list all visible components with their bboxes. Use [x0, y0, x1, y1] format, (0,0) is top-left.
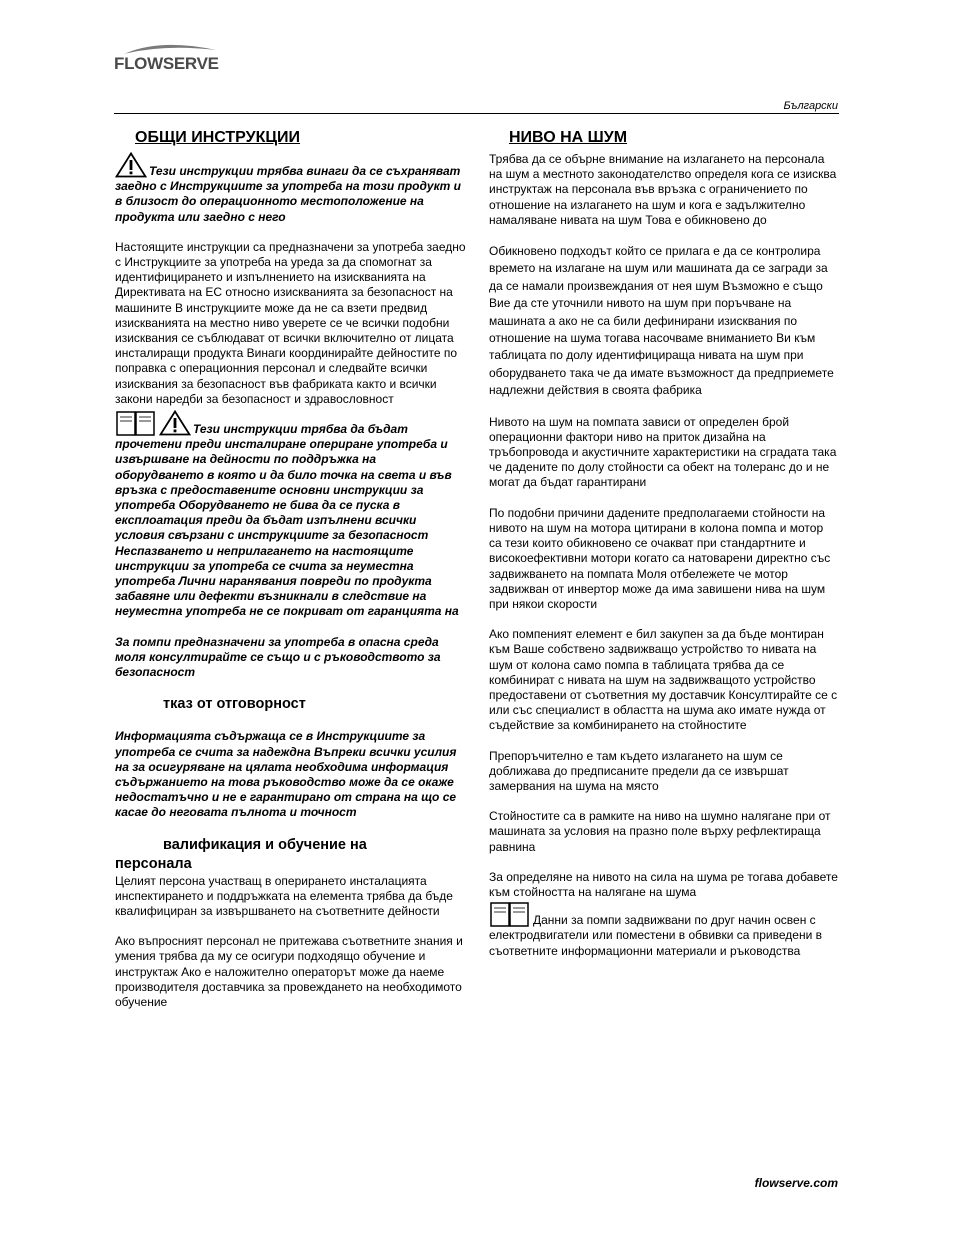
hazardous-area-note: За помпи предназначени за употреба в опасна среда моля консултирайте се също и с ръководството за безопасност	[115, 634, 441, 680]
qualification-paragraph-2: Ако въпросният персонал не притежава съответните знания и умения трябва да му се осигури подходящо обучение и инструктаж Ако е наложително операторът може да наеме производителя доставчика за провеждането на необходимото обучение	[115, 934, 463, 1009]
warning-triangle-icon	[159, 410, 191, 436]
noise-paragraph-6: Препоръчително е там където излагането на шум се доближава до предписаните предели да се извършат замервания на шума на място	[489, 748, 789, 793]
warning-note	[115, 152, 467, 225]
header-divider	[114, 113, 839, 114]
noise-paragraph-8: За определяне на нивото на сила на шума ре тогава добавете към стойността на налягане на шума	[489, 869, 838, 899]
logo-text: FLOWSERVE	[114, 54, 219, 73]
qualification-title-line1: валификация и обучение на	[163, 836, 367, 853]
general-instructions-title: ОБЩИ ИНСТРУКЦИИ	[135, 129, 301, 146]
other-drives-text: Данни за помпи задвижвани по друг начин освен с електродвигатели или поместени в обвивки са приведени в съответните информационни материали и ръководства	[489, 913, 822, 958]
left-column	[115, 128, 467, 1010]
read-before-text: Тези инструкции трябва да бъдат прочетени преди инсталиране опериране употреба и извършване на дейности по поддръжка на оборудването в която и да било точка на света и във връзка с предоставените основни инструкции за употреба Оборудването не бива да се пуска в експлоатация преди да бъдат изпълнени всички условия свързани с инструкциите за безопасност Неспазването и неприлагането на настоящите инструкции за употреба се счита за неуместна употреба Лични наранявания повреди по продукта забавяне или дефекти възникнали в следствие на неуместна употреба не се покриват от гаранцията на	[115, 422, 459, 619]
book-icon	[489, 900, 531, 928]
right-column	[489, 128, 839, 959]
book-icon	[115, 409, 157, 437]
language-label: Български	[783, 100, 838, 112]
warning-text: Тези инструкции трябва винаги да се съхраняват заедно с Инструкциите за употреба на този продукт и в близост до операционното местоположение на продукта или заедно с него	[115, 164, 461, 224]
intro-paragraph: Настоящите инструкции са предназначени за употреба заедно с Инструкциите за употреба на уреда за да спомогнат за идентифицирането и изпълнението на изискванията на Директивата на ЕС относно изискванията за безопасност на машините В инструкциите може да не са взети предвид изискванията на местно ниво уверете се че всички подобни изисквания се съблюдават от всички включително от лицата инсталиращи продукта Винаги координирайте дейностите по поправка с операционния персонал и следвайте всички изисквания за безопасност във фабриката както и всички закони наредби за безопасност и здравословност	[115, 239, 466, 406]
disclaimer-text: Информацията съдържаща се в Инструкциите за употреба се счита за надеждна Въпреки всички усилия на за осигуряване на цялата необходима информация съдържанието на това ръководство може да се окаже недостатъчно и не е гарантирано от страна на що се касае до неговата пълнота и точност	[115, 729, 457, 820]
noise-paragraph-2: Обикновено подходът който се прилага е да се контролира времето на излагане на шум или машината да се загради за да се намали произвеждания от нея шум Възможно е също Вие да сте уточнили нивото на шум при поръчване на машината а ако не са били дефинирани изисквания по отношение на шума тогава насочваме вниманието Ви към таблицата по долу идентифицираща нивата на шум при оборудването така че да имате възможност да предприемете надлежни действия в своята фабрика	[489, 244, 834, 398]
footer-website: flowserve.com	[754, 1176, 838, 1190]
flowserve-logo	[114, 42, 224, 82]
other-drives-note	[489, 900, 839, 959]
qualification-paragraph-1: Целият персона участващ в оперирането инсталацията инспектирането и поддръжката на елемента трябва да бъде квалифициран за извършването на съответните дейности	[115, 873, 453, 918]
noise-level-title: НИВО НА ШУМ	[509, 129, 628, 146]
noise-paragraph-1: Трябва да се обърне внимание на излагането на персонала на шум а местното законодателство определя кога се изисква инструктаж на персонала във връзка с ограничението по отношение на излагането на шум и кога е задължително намаляване нивата на шум Това е обикновено до	[489, 152, 837, 227]
noise-paragraph-3: Нивото на шум на помпата зависи от определен брой операционни фактори ниво на приток дизайна на тръбопровода и акустичните характеристики на сградата така че дадените по долу стойности са обект на толеранс до и не могат да бъдат гарантирани	[489, 414, 837, 490]
qualification-title-line2: персонала	[115, 855, 192, 872]
disclaimer-title: тказ от отговорност	[163, 696, 306, 713]
noise-paragraph-4: По подобни причини дадените предполагаеми стойности на нивото на шум на мотора цитирани в колона помпа и мотор са тези които обикновено се очакват при стандартните и високоефективни мотори когато са натоварени директно със задвижването на помпата Моля отбележете че мотор задвижван от инвертор може да има завишени нива на шум при някои скорости	[489, 505, 831, 611]
noise-paragraph-5: Ако помпеният елемент е бил закупен за да бъде монтиран към Ваше собствено задвижващо устройство то нивата на шум от колона само помпа в таблицата трябва да се комбинират с нивата на шум на задвижващото устройство предоставени от съответния му доставчик Консултирайте се с или със специалист в областта на шума ако имате нужда от съдействие за комбинирането на стойностите	[489, 627, 838, 733]
noise-paragraph-7: Стойностите са в рамките на ниво на шумно налягане при от машината за условия на празно поле върху рефлектираща равнина	[489, 809, 831, 854]
read-before-note	[115, 409, 467, 620]
warning-triangle-icon	[115, 152, 147, 178]
